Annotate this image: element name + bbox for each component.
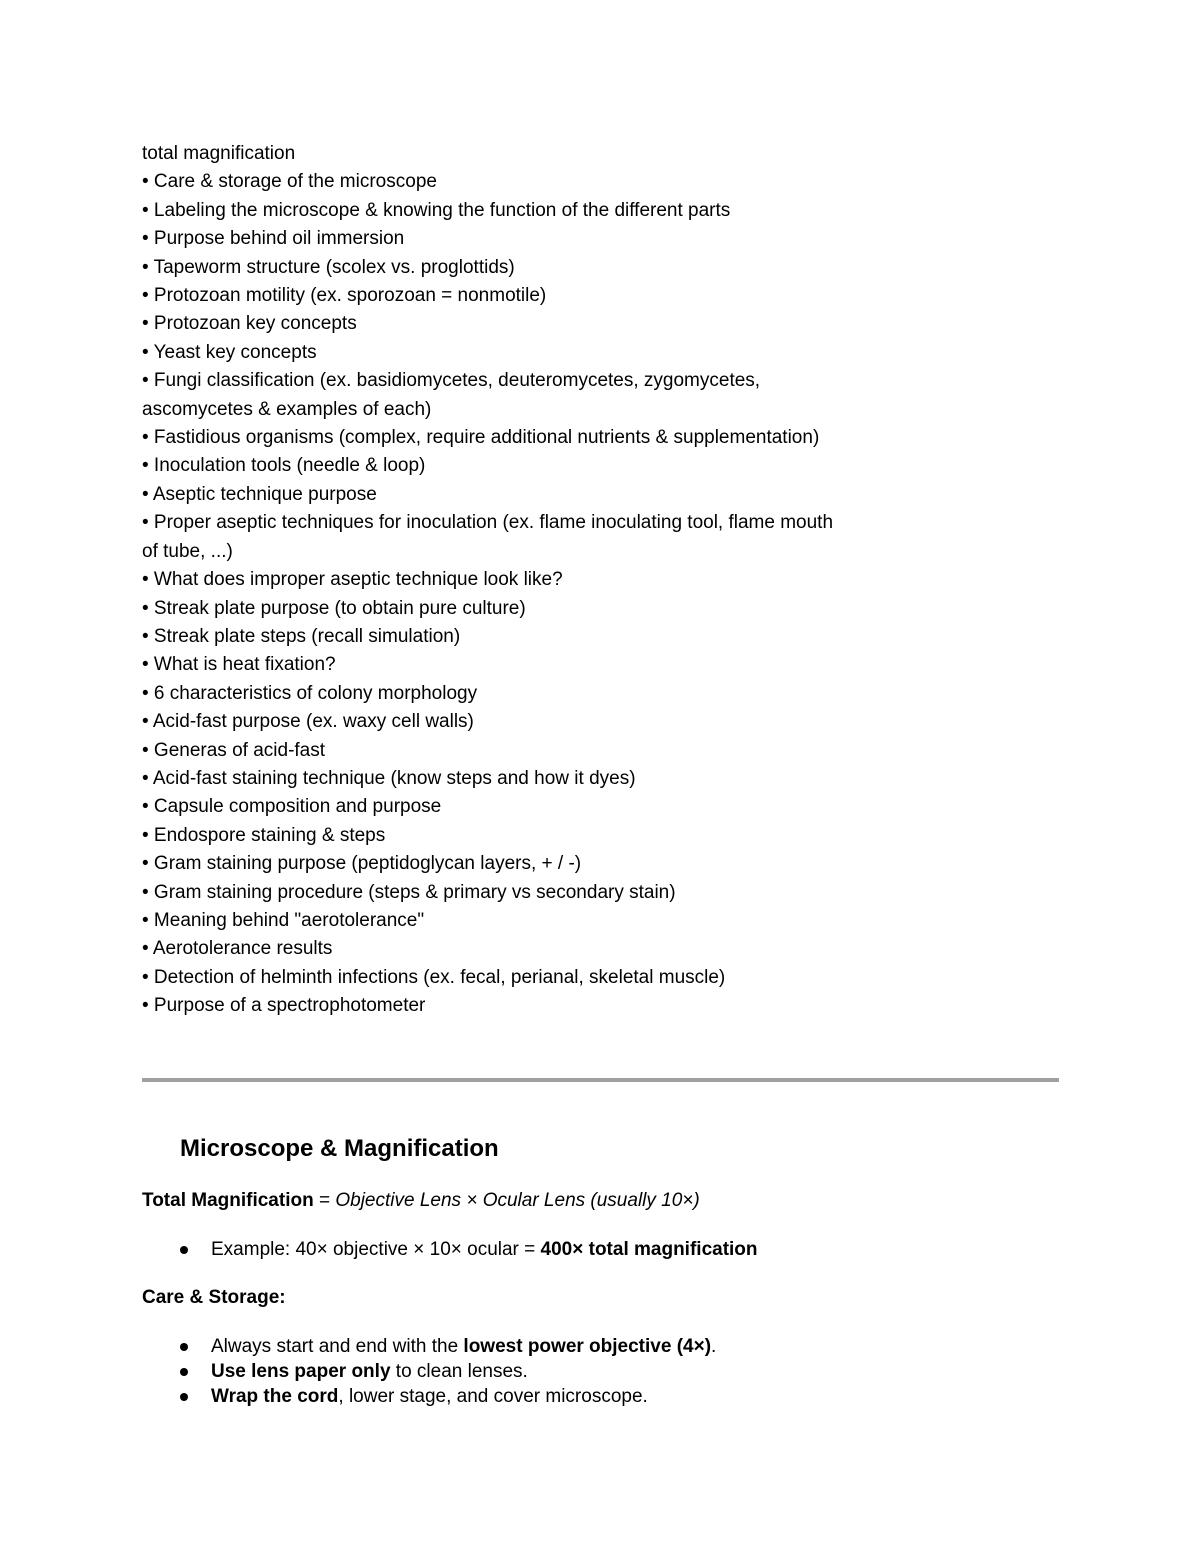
topic-line: • Labeling the microscope & knowing the function of the different parts — [142, 199, 731, 221]
example-text: Example: 40× objective × 10× ocular = — [211, 1239, 541, 1260]
topic-line: • Acid-fast purpose (ex. waxy cell walls) — [142, 711, 474, 733]
care-storage-heading: Care & Storage: — [142, 1287, 286, 1308]
topic-line: • Fastidious organisms (complex, require additional nutrients & supplementation) — [142, 427, 820, 449]
formula-expression: Objective Lens × Ocular Lens (usually 10×) — [335, 1190, 700, 1211]
topic-line: total magnification — [142, 143, 296, 164]
topic-line: • Fungi classification (ex. basidiomycetes, deuteromycetes, zygomycetes, — [142, 370, 761, 392]
care-item-text: to clean lenses. — [390, 1361, 528, 1382]
formula-label: Total Magnification — [142, 1190, 314, 1211]
topic-line: • Generas of acid-fast — [142, 739, 326, 761]
list-item — [142, 1237, 758, 1262]
topic-line: • Purpose behind oil immersion — [142, 228, 405, 250]
magnification-formula — [142, 1187, 700, 1215]
formula-equals: = — [313, 1190, 336, 1211]
topic-line: • What does improper aseptic technique look like? — [142, 569, 563, 591]
topic-line: • Streak plate purpose (to obtain pure culture) — [142, 597, 526, 619]
topic-line: • Tapeworm structure (scolex vs. proglottids) — [142, 256, 515, 278]
topic-line: • Yeast key concepts — [142, 341, 317, 363]
section-heading: Microscope & Magnification — [180, 1135, 499, 1162]
topic-line: ascomycetes & examples of each) — [142, 398, 432, 420]
topic-line: • Meaning behind "aerotolerance" — [142, 909, 425, 931]
list-item — [142, 1359, 716, 1384]
topic-line: of tube, ...) — [142, 540, 233, 562]
study-topic-list — [142, 140, 942, 1021]
horizontal-divider — [142, 1078, 1059, 1082]
topic-line: • Purpose of a spectrophotometer — [142, 995, 426, 1017]
topic-line: • Protozoan motility (ex. sporozoan = nonmotile) — [142, 285, 547, 307]
topic-line: • Protozoan key concepts — [142, 313, 357, 335]
topic-line: • Endospore staining & steps — [142, 824, 386, 846]
bullet-dot-icon — [180, 1246, 188, 1254]
example-result: 400× total magnification — [540, 1239, 758, 1260]
example-list — [142, 1237, 758, 1262]
topic-line: • Aseptic technique purpose — [142, 483, 377, 505]
topic-line: • Detection of helminth infections (ex. fecal, perianal, skeletal muscle) — [142, 966, 726, 988]
list-item — [142, 1334, 716, 1359]
topic-line: • Aerotolerance results — [142, 938, 333, 960]
topic-line: • Capsule composition and purpose — [142, 796, 442, 818]
care-item-bold: lowest power objective (4×) — [463, 1336, 712, 1357]
topic-line: • 6 characteristics of colony morphology — [142, 682, 478, 704]
topic-line: • Gram staining procedure (steps & primary vs secondary stain) — [142, 881, 676, 903]
bullet-dot-icon — [180, 1393, 188, 1401]
care-item-text: , lower stage, and cover microscope. — [338, 1386, 648, 1407]
bullet-dot-icon — [180, 1343, 188, 1351]
care-item-text: Always start and end with the — [211, 1336, 464, 1357]
care-storage-list — [142, 1334, 716, 1409]
topic-line: • Care & storage of the microscope — [142, 171, 437, 193]
care-item-bold: Wrap the cord — [211, 1386, 339, 1407]
topic-line: • What is heat fixation? — [142, 654, 336, 676]
topic-line: • Acid-fast staining technique (know steps and how it dyes) — [142, 767, 636, 789]
care-item-text: . — [711, 1336, 717, 1357]
topic-line: • Streak plate steps (recall simulation) — [142, 625, 461, 647]
bullet-dot-icon — [180, 1368, 188, 1376]
care-item-bold: Use lens paper only — [211, 1361, 391, 1382]
topic-line: • Inoculation tools (needle & loop) — [142, 455, 426, 477]
topic-line: • Gram staining purpose (peptidoglycan layers, + / -) — [142, 853, 582, 875]
topic-line: • Proper aseptic techniques for inoculation (ex. flame inoculating tool, flame mouth — [142, 512, 834, 534]
list-item — [142, 1384, 716, 1409]
